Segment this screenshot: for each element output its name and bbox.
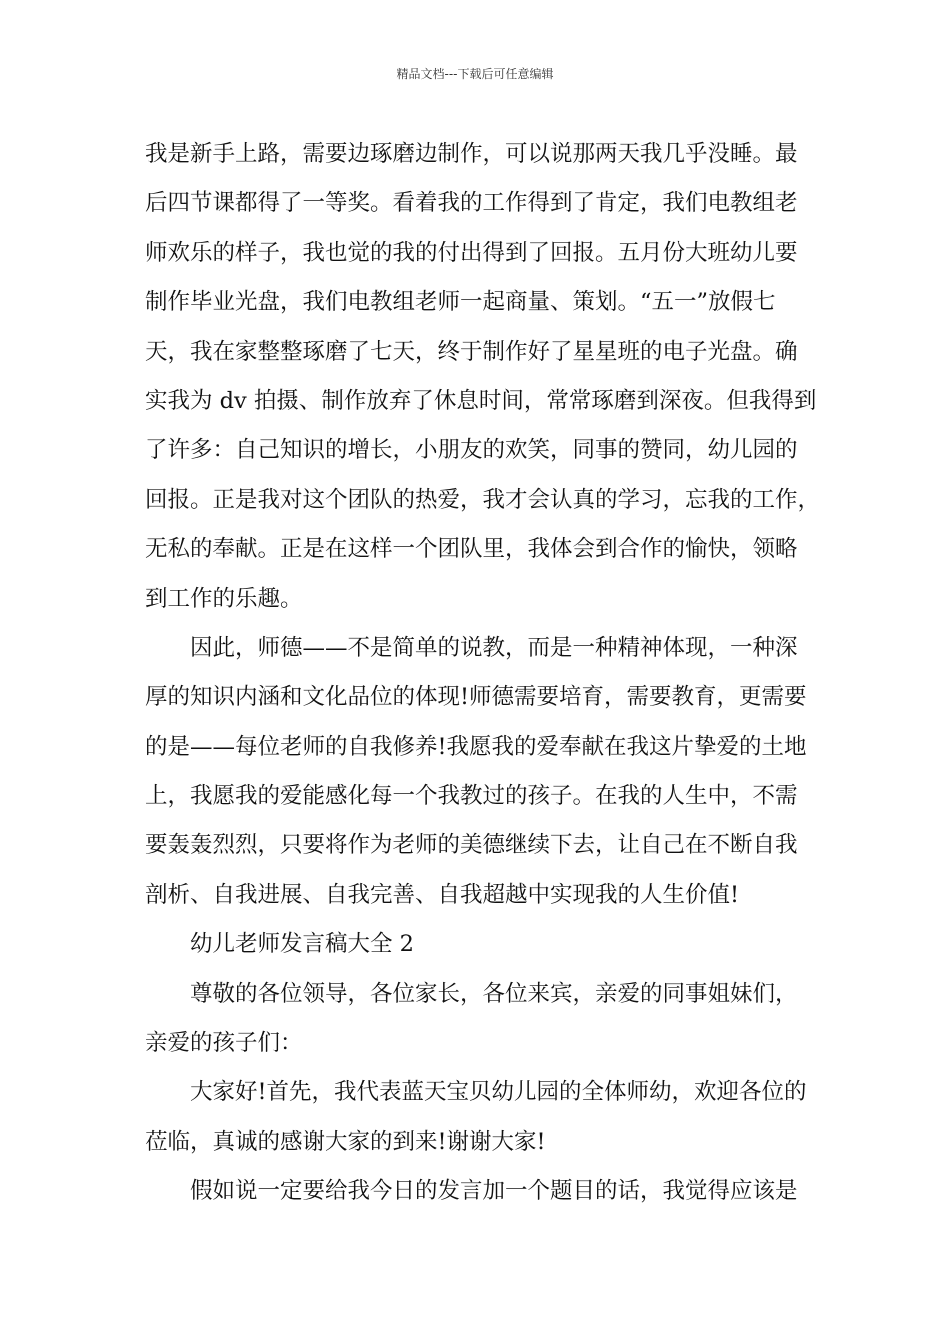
document-body: [145, 130, 825, 1217]
text-line: 实我为 dv 拍摄、制作放弃了休息时间，常常琢磨到深夜。但我得到: [145, 387, 817, 414]
text-line: 师欢乐的样子，我也觉的我的付出得到了回报。五月份大班幼儿要: [145, 239, 798, 266]
text-line: 天，我在家整整琢磨了七天，终于制作好了星星班的电子光盘。确: [145, 338, 798, 365]
text-line: 回报。正是我对这个团队的热爱，我才会认真的学习，忘我的工作，: [145, 486, 821, 513]
text-line: 无私的奉献。正是在这样一个团队里，我体会到合作的愉快，领略: [145, 536, 798, 563]
text-line: 因此，师德——不是简单的说教，而是一种精神体现，一种深: [190, 634, 798, 661]
text-line: 假如说一定要给我今日的发言加一个题目的话，我觉得应该是: [190, 1178, 798, 1205]
text-line: 要轰轰烈烈，只要将作为老师的美德继续下去，让自己在不断自我: [145, 832, 798, 859]
section-heading: 幼儿老师发言稿大全 2: [190, 931, 414, 958]
text-line: 了许多：自己知识的增长，小朋友的欢笑，同事的赞同，幼儿园的: [145, 437, 798, 464]
text-line: 剖析、自我进展、自我完善、自我超越中实现我的人生价值!: [145, 881, 740, 908]
text-line: 厚的知识内涵和文化品位的体现!师德需要培育，需要教育，更需要: [145, 684, 807, 711]
text-line: 后四节课都得了一等奖。看着我的工作得到了肯定，我们电教组老: [145, 190, 798, 217]
text-line: 的是——每位老师的自我修养!我愿我的爱奉献在我这片挚爱的土地: [145, 733, 807, 760]
text-line: 制作毕业光盘，我们电教组老师一起商量、策划。“五一”放假七: [145, 289, 776, 316]
page-header: 精品文档---下载后可任意编辑: [396, 67, 554, 81]
text-line: 上，我愿我的爱能感化每一个我教过的孩子。在我的人生中，不需: [145, 783, 798, 810]
text-line: 我是新手上路，需要边琢磨边制作，可以说那两天我几乎没睡。最: [145, 141, 798, 167]
text-line: 到工作的乐趣。: [145, 585, 303, 612]
text-line: 大家好!首先，我代表蓝天宝贝幼儿园的全体师幼，欢迎各位的: [190, 1079, 807, 1106]
text-line: 莅临，真诚的感谢大家的到来!谢谢大家!: [145, 1128, 546, 1155]
text-line: 尊敬的各位领导，各位家长，各位来宾，亲爱的同事姐妹们，: [190, 980, 798, 1007]
text-line: 亲爱的孩子们：: [145, 1030, 303, 1057]
